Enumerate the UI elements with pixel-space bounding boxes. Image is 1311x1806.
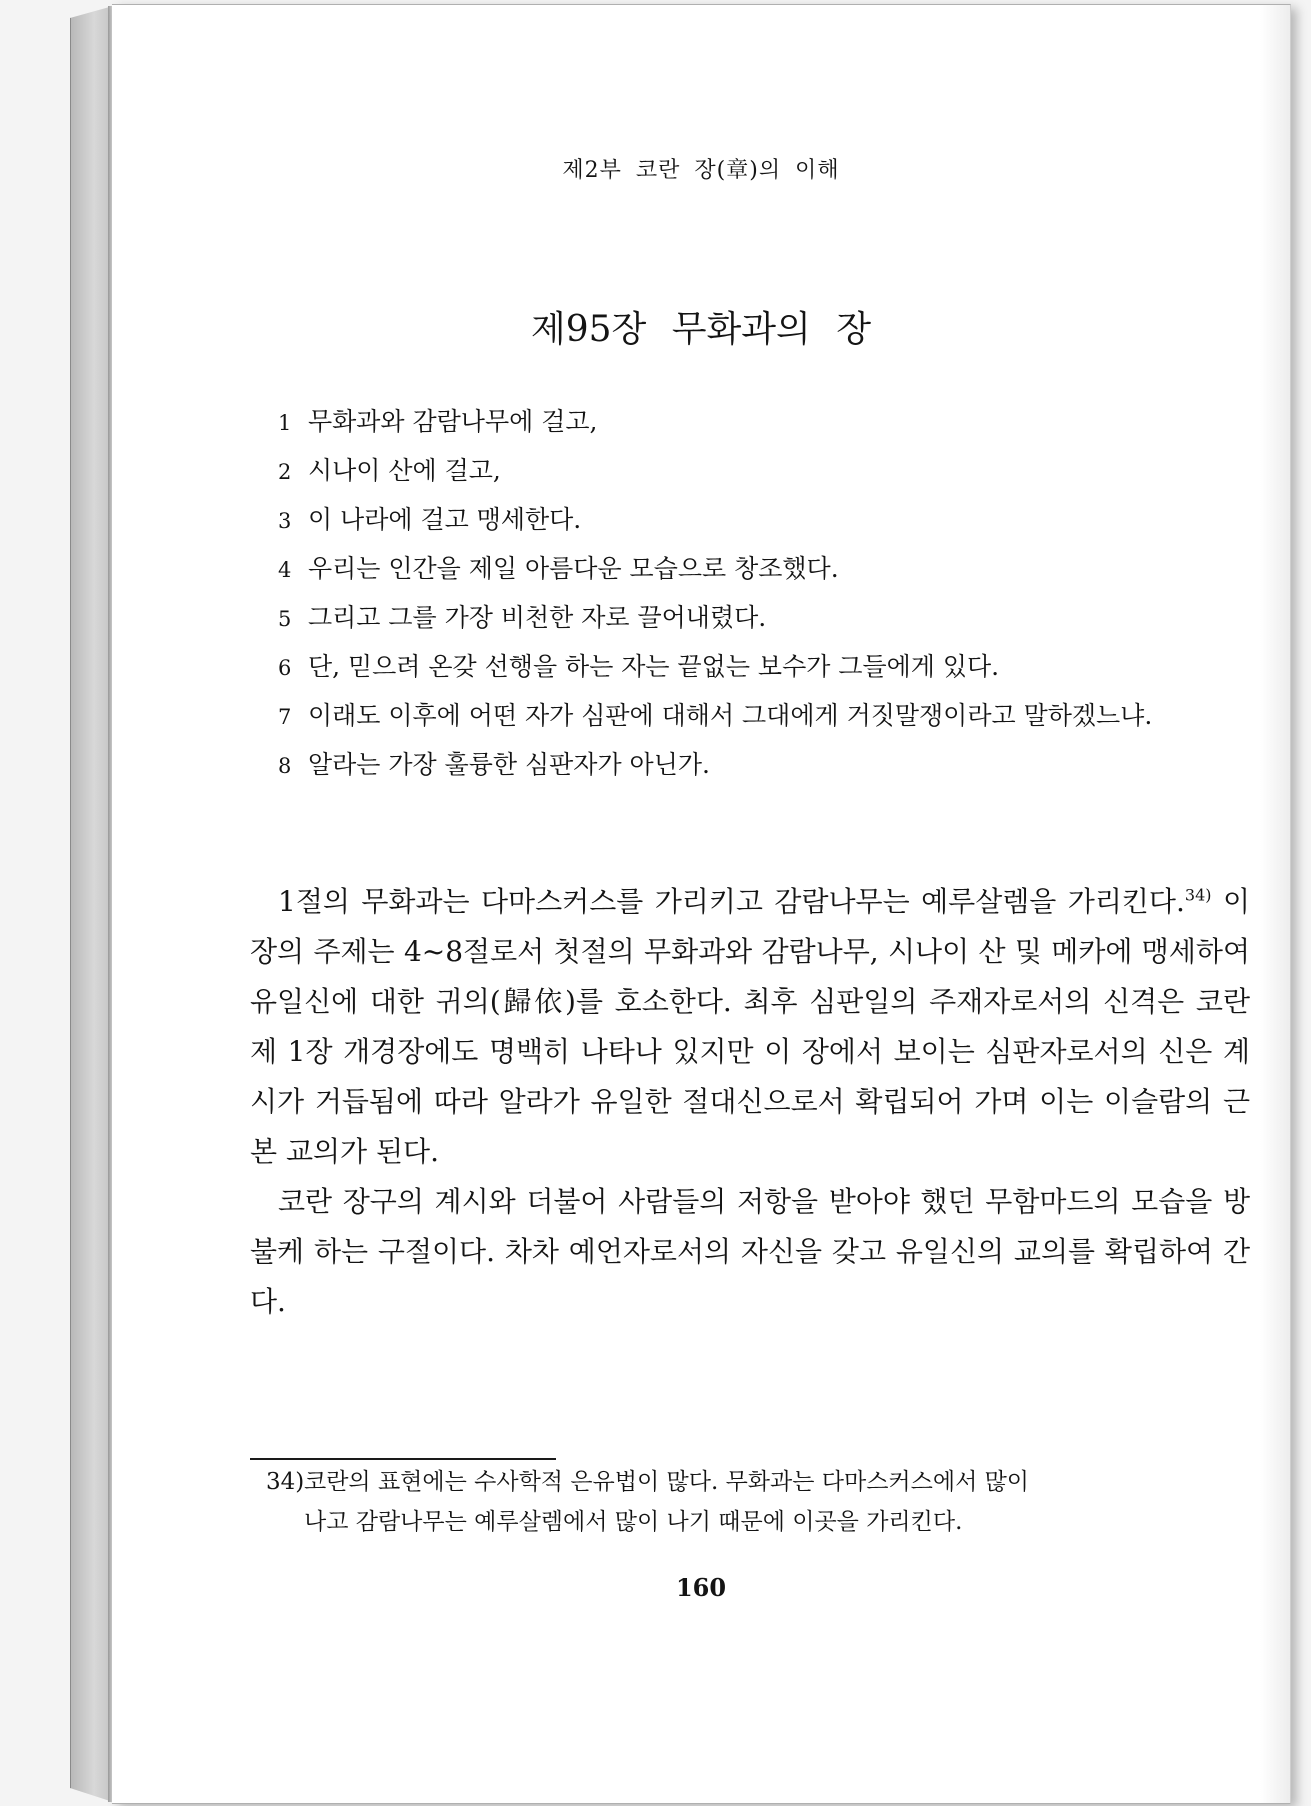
verse-text: 무화과와 감람나무에 걸고, xyxy=(307,407,598,436)
footnote-text: 코란의 표현에는 수사학적 은유법이 많다. 무화과는 다마스커스에서 많이 xyxy=(304,1469,1030,1495)
verse-number: 5 xyxy=(278,607,292,631)
book-page xyxy=(112,4,1291,1804)
verse-item xyxy=(278,447,1238,496)
footnote-label: 34) xyxy=(266,1469,305,1495)
verse-number: 1 xyxy=(278,411,292,435)
footnote xyxy=(266,1462,1248,1542)
verse-item xyxy=(278,496,1238,545)
verse-text: 알라는 가장 훌륭한 심판자가 아닌가. xyxy=(307,750,710,779)
commentary-paragraph: 코란 장구의 계시와 더불어 사람들의 저항을 받아야 했던 무함마드의 모습을 방불케 하는 구절이다. 차차 예언자로서의 자신을 갖고 유일신의 교의를 확립하여 간다. xyxy=(250,1185,1250,1318)
page-shadow xyxy=(1260,5,1290,1803)
footnote-text: 나고 감람나무는 예루살렘에서 많이 나기 때문에 이곳을 가리킨다. xyxy=(304,1509,963,1535)
verse-number: 3 xyxy=(278,509,292,533)
verse-item xyxy=(278,545,1238,594)
footnote-reference: 34) xyxy=(1184,885,1212,905)
verse-number: 8 xyxy=(278,754,292,778)
commentary xyxy=(250,877,1250,1327)
verse-item xyxy=(278,594,1238,643)
verse-text: 이 나라에 걸고 맹세한다. xyxy=(307,505,582,534)
verse-number: 2 xyxy=(278,460,292,484)
verse-number: 7 xyxy=(278,705,292,729)
verse-number: 4 xyxy=(278,558,292,582)
verse-text: 그리고 그를 가장 비천한 자로 끌어내렸다. xyxy=(307,603,767,632)
verse-text: 단, 믿으려 온갖 선행을 하는 자는 끝없는 보수가 그들에게 있다. xyxy=(307,652,1000,681)
verse-number: 6 xyxy=(278,656,292,680)
commentary-text: 1절의 무화과는 다마스커스를 가리키고 감람나무는 예루살렘을 가리킨다. xyxy=(278,885,1185,918)
verse-list xyxy=(278,398,1238,790)
verse-text: 이래도 이후에 어떤 자가 심판에 대해서 그대에게 거짓말쟁이라고 말하겠느냐. xyxy=(307,701,1153,730)
chapter-title: 제95장 무화과의 장 xyxy=(530,309,872,350)
verse-text: 시나이 산에 걸고, xyxy=(307,456,501,485)
book-spine xyxy=(70,6,113,1802)
verse-item xyxy=(278,398,1238,447)
commentary-paragraph xyxy=(250,877,1250,1177)
running-head: 제2부 코란 장(章)의 이해 xyxy=(562,158,840,183)
verse-item xyxy=(278,643,1238,692)
footnote-divider xyxy=(250,1458,556,1460)
commentary-text: 이 장의 주제는 4~8절로서 첫절의 무화과와 감람나무, 시나이 산 및 메카에 맹세하여 유일신에 대한 귀의(歸依)를 호소한다. 최후 심판일의 주재자로서의 신격은 코란 제 1장 개경장에도 명백히 나타나 있지만 이 장에서 보이는 심판자로서의 신은 계시가 거듭됨에 따라 알라가 유일한 절대신으로서 확립되어 가며 이는 이슬람의 근본 교의가 된다. xyxy=(250,885,1251,1168)
verse-item xyxy=(278,692,1238,741)
verse-text: 우리는 인간을 제일 아름다운 모습으로 창조했다. xyxy=(307,554,839,583)
page-number: 160 xyxy=(675,1573,727,1602)
verse-item xyxy=(278,741,1238,790)
